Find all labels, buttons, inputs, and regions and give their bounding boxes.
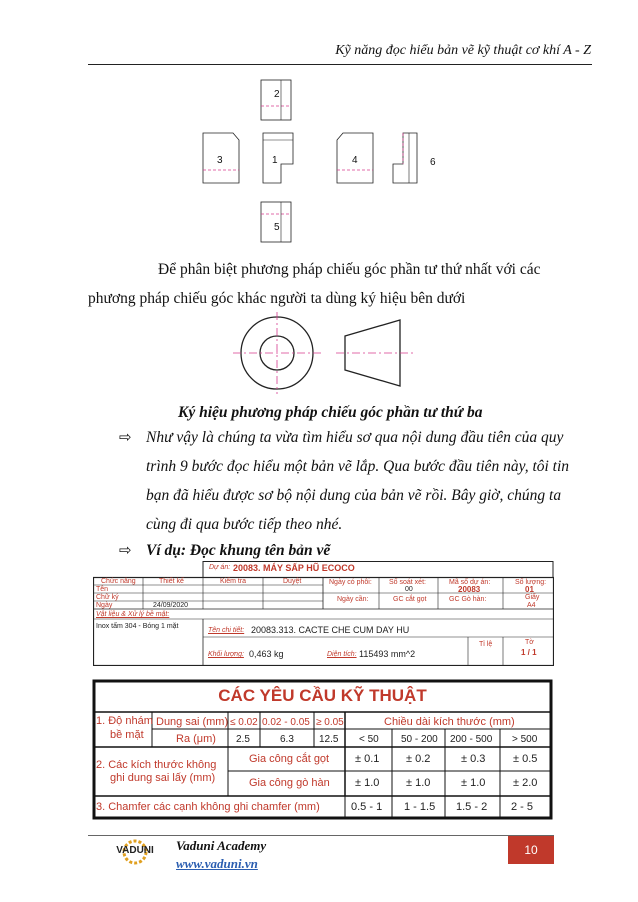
to-value: 1 / 1 xyxy=(521,648,537,657)
so-soat-xet-label: Số soát xét: xyxy=(389,579,426,586)
vat-lieu-label: Vật liệu & Xử lý bề mặt: xyxy=(96,611,170,618)
header-duyet: Duyệt xyxy=(283,578,302,585)
project-name: 20083. MÁY SẤP HŨ ECOCO xyxy=(233,563,355,573)
ti-le-label: Tỉ lệ xyxy=(479,641,493,648)
row-ten: Tên xyxy=(96,586,109,593)
requirements-title: CÁC YÊU CẦU KỸ THUẬT xyxy=(218,686,427,705)
ten-chi-tiet-value: 20083.313. CACTE CHE CUM DAY HU xyxy=(251,625,410,635)
go-han-val-3: ± 1.0 xyxy=(461,777,486,789)
range-4: > 500 xyxy=(512,734,538,745)
gc-cat-got-row: Gia công cắt gọt xyxy=(249,753,330,765)
view-2-outline xyxy=(261,80,291,120)
row1-label-line2: bề mặt xyxy=(110,729,144,741)
gc-cat-got-label: GC cắt gọt xyxy=(393,596,427,603)
header-kiem-tra: Kiểm tra xyxy=(220,578,247,585)
view-label-4: 4 xyxy=(352,155,358,166)
projection-symbol xyxy=(228,312,418,394)
view-label-3: 3 xyxy=(217,155,223,166)
cat-got-val-1: ± 0.1 xyxy=(355,753,380,765)
ngay-co-phoi-label: Ngày có phôi: xyxy=(329,579,372,586)
view-label-5: 5 xyxy=(274,222,280,233)
dung-sai-val-2: 0.02 - 0.05 xyxy=(262,717,310,728)
range-2: 50 - 200 xyxy=(401,734,438,745)
ra-label: Ra (μm) xyxy=(176,733,216,745)
page-number: 10 xyxy=(508,836,554,864)
ten-chi-tiet-label: Tên chi tiết: xyxy=(208,627,245,634)
view-label-1: 1 xyxy=(272,155,278,166)
paragraph-line-1: Để phân biệt phương pháp chiếu góc phần tư thứ nhất với các xyxy=(158,261,541,278)
khoi-luong-label: Khối lượng: xyxy=(208,651,244,658)
so-soat-xet-value: 00 xyxy=(405,586,413,593)
title-block xyxy=(93,561,554,666)
range-3: 200 - 500 xyxy=(450,734,493,745)
vat-lieu-value: Inox tấm 304 - Bóng 1 mặt xyxy=(96,623,179,630)
ra-val-2: 6.3 xyxy=(280,734,294,745)
dung-sai-val-1: ≤ 0.02 xyxy=(230,717,258,728)
dien-tich-value: 115493 mm^2 xyxy=(359,649,416,659)
row3-label: 3. Chamfer các cạnh không ghi chamfer (mm) xyxy=(96,801,320,813)
bullet-arrow-icon: ⇨ xyxy=(119,541,132,559)
dien-tich-label: Diện tích: xyxy=(327,651,357,658)
footer-academy: Vaduni Academy xyxy=(176,838,267,853)
so-luong-label: Số lượng: xyxy=(515,579,547,586)
view-label-6: 6 xyxy=(430,157,436,168)
chamfer-val-4: 2 - 5 xyxy=(511,801,534,813)
ra-val-3: 12.5 xyxy=(319,734,339,745)
symbol-caption: Ký hiệu phương pháp chiếu góc phần tư thứ ba xyxy=(178,404,483,421)
ngay-can-label: Ngày cần: xyxy=(337,596,369,603)
row2-label-line1: 2. Các kích thước không xyxy=(96,759,217,771)
header-thiet-ke: Thiết kế xyxy=(159,578,184,585)
chamfer-val-2: 1 - 1.5 xyxy=(404,801,436,813)
paragraph-line-2: phương pháp chiếu góc khác người ta dùng ký hiệu bên dưới xyxy=(88,290,466,307)
header-chuc-nang: Chức năng xyxy=(101,578,136,585)
range-1: < 50 xyxy=(359,734,379,745)
footer-rule xyxy=(88,835,554,836)
khoi-luong-value: 0,463 kg xyxy=(249,649,284,659)
view-6-outline xyxy=(393,133,417,183)
cat-got-val-3: ± 0.3 xyxy=(461,753,486,765)
header-rule xyxy=(88,64,592,65)
dung-sai-val-3: ≥ 0.05 xyxy=(316,717,344,728)
requirements-table xyxy=(92,679,553,820)
giay-label: Giấy xyxy=(525,594,540,601)
chamfer-val-3: 1.5 - 2 xyxy=(456,801,488,813)
gc-go-han-label: GC Gò hàn: xyxy=(449,596,487,603)
cat-got-val-2: ± 0.2 xyxy=(406,753,431,765)
footer-website-link[interactable]: www.vaduni.vn xyxy=(176,856,258,871)
bullet-2-line-1: Ví dụ: Đọc khung tên bản vẽ xyxy=(146,542,331,559)
bullet-1-line-1: Như vậy là chúng ta vừa tìm hiểu sơ qua nội dung đầu tiên của quy xyxy=(146,429,564,446)
date-value: 24/09/2020 xyxy=(153,602,189,609)
dung-sai-label: Dung sai (mm) xyxy=(156,716,229,728)
row-chu-ky: Chữ ký xyxy=(96,594,119,601)
row-ngay: Ngày xyxy=(96,602,113,609)
view-label-2: 2 xyxy=(274,89,280,100)
logo-text: VADUNI xyxy=(116,845,154,856)
row1-label-line1: 1. Độ nhám xyxy=(96,715,153,727)
bullet-1-line-4: cùng đi qua bước tiếp theo nhé. xyxy=(146,516,343,533)
giay-value: A4 xyxy=(527,602,536,609)
row2-label-line2: ghi dung sai lấy (mm) xyxy=(110,772,216,784)
orthographic-views-drawing xyxy=(195,78,455,248)
go-han-val-4: ± 2.0 xyxy=(513,777,538,789)
chieu-dai-label: Chiều dài kích thước (mm) xyxy=(384,716,515,728)
view-1-outline xyxy=(263,133,293,183)
go-han-val-2: ± 1.0 xyxy=(406,777,431,789)
project-label: Dự án: xyxy=(209,564,231,571)
to-label: Tờ xyxy=(525,639,534,646)
cat-got-val-4: ± 0.5 xyxy=(513,753,538,765)
vaduni-logo xyxy=(108,838,162,866)
ra-val-1: 2.5 xyxy=(236,734,250,745)
chamfer-val-1: 0.5 - 1 xyxy=(351,801,383,813)
bullet-arrow-icon: ⇨ xyxy=(119,428,132,446)
bullet-1-line-2: trình 9 bước đọc hiểu một bản vẽ lắp. Qua bước đầu tiên này, tôi tin xyxy=(146,458,570,475)
ma-so-du-an-label: Mã số dự án: xyxy=(449,579,491,586)
go-han-val-1: ± 1.0 xyxy=(355,777,380,789)
gc-go-han-row: Gia công gò hàn xyxy=(249,777,330,789)
ma-so-du-an-value: 20083 xyxy=(458,585,481,594)
bullet-1-line-3: bạn đã hiểu được sơ bộ nội dung của bản vẽ rồi. Bây giờ, chúng ta xyxy=(146,487,562,504)
page-header-title: Kỹ năng đọc hiểu bản vẽ kỹ thuật cơ khí A - Z xyxy=(335,43,591,58)
so-luong-value: 01 xyxy=(525,585,534,594)
